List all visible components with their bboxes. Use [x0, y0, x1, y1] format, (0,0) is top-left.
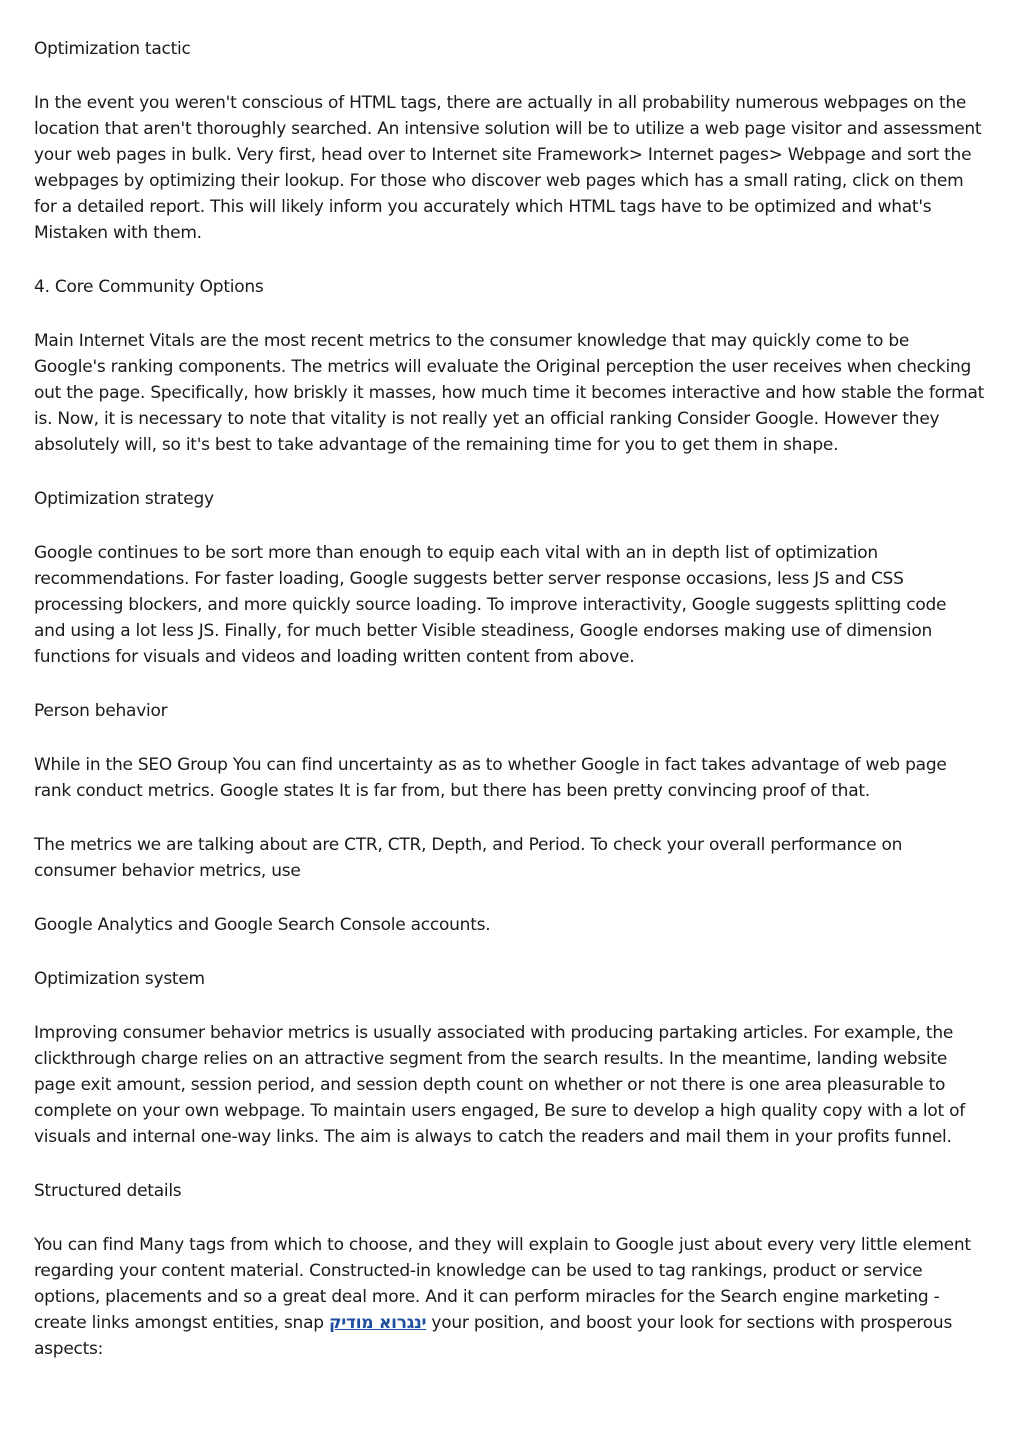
paragraph-line: location that aren't thoroughly searched. An intensive solution will be to utilize a web page visitor and assessment [34, 119, 982, 139]
section-heading: Structured details [34, 1181, 182, 1201]
paragraph-line: and using a lot less JS. Finally, for much better Visible steadiness, Google endorses making use of dimension [34, 621, 933, 641]
paragraph-line: your web pages in bulk. Very first, head over to Internet site Framework> Internet pages> Webpage and sort the [34, 145, 972, 165]
paragraph-line: recommendations. For faster loading, Google suggests better server response occasions, less JS and CSS [34, 569, 904, 589]
section-heading: Optimization tactic [34, 39, 191, 59]
section-heading: Optimization strategy [34, 489, 214, 509]
paragraph-line: Google's ranking components. The metrics will evaluate the Original perception the user receives when checking [34, 357, 972, 377]
section-heading: Optimization system [34, 969, 205, 989]
paragraph-line: The metrics we are talking about are CTR, CTR, Depth, and Period. To check your overall performance on [34, 835, 903, 855]
paragraph-line: While in the SEO Group You can find uncertainty as as to whether Google in fact takes advantage of web page [34, 755, 947, 775]
paragraph-line: In the event you weren't conscious of HTML tags, there are actually in all probability numerous webpages on the [34, 93, 967, 113]
paragraph-line: absolutely will, so it's best to take advantage of the remaining time for you to get them in shape. [34, 435, 839, 455]
paragraph [34, 90, 990, 246]
section-heading: Person behavior [34, 701, 168, 721]
paragraph-line: Google continues to be sort more than enough to equip each vital with an in depth list of optimization [34, 543, 878, 563]
section-heading: 4. Core Community Options [34, 277, 264, 297]
paragraph-line: functions for visuals and videos and loading written content from above. [34, 647, 635, 667]
paragraph-line: consumer behavior metrics, use [34, 861, 301, 881]
paragraph-line: Improving consumer behavior metrics is usually associated with producing partaking articles. For example, the [34, 1023, 954, 1043]
paragraph-line: webpages by optimizing their lookup. For those who discover web pages which has a small rating, click on them [34, 171, 964, 191]
paragraph-line: visuals and internal one-way links. The aim is always to catch the readers and mail them in your profits funnel. [34, 1127, 952, 1147]
paragraph-line: is. Now, it is necessary to note that vitality is not really yet an official ranking Consider Google. However they [34, 409, 940, 429]
paragraph-line: options, placements and so a great deal more. And it can perform miracles for the Search engine marketing - [34, 1287, 940, 1307]
paragraph [34, 832, 990, 884]
paragraph-line: for a detailed report. This will likely inform you accurately which HTML tags have to be optimized and what's [34, 197, 932, 217]
paragraph-text: your position, and boost your look for sections with prosperous [426, 1313, 953, 1333]
paragraph: Google Analytics and Google Search Console accounts. [34, 915, 491, 935]
paragraph [34, 1020, 990, 1150]
paragraph-text: create links amongst entities, snap [34, 1313, 329, 1333]
paragraph [34, 328, 990, 458]
paragraph-line: complete on your own webpage. To maintain users engaged, Be sure to develop a high quality copy with a lot of [34, 1101, 965, 1121]
inline-link[interactable]: ינגרוא מודיק [328, 1313, 427, 1333]
paragraph-line: clickthrough charge relies on an attractive segment from the search results. In the meantime, landing website [34, 1049, 948, 1069]
paragraph-line: Main Internet Vitals are the most recent metrics to the consumer knowledge that may quickly come to be [34, 331, 910, 351]
paragraph-line: regarding your content material. Constructed-in knowledge can be used to tag rankings, product or service [34, 1261, 923, 1281]
paragraph-line: processing blockers, and more quickly source loading. To improve interactivity, Google suggests splitting code [34, 595, 947, 615]
paragraph-line: page exit amount, session period, and session depth count on whether or not there is one area pleasurable to [34, 1075, 946, 1095]
paragraph [34, 752, 990, 804]
paragraph-line: You can find Many tags from which to choose, and they will explain to Google just about every very little element [34, 1235, 971, 1255]
paragraph-line: Mistaken with them. [34, 223, 202, 243]
paragraph-line: rank conduct metrics. Google states It is far from, but there has been pretty convincing proof of that. [34, 781, 870, 801]
paragraph-line-with-link [34, 1310, 990, 1336]
paragraph-line: out the page. Specifically, how briskly it masses, how much time it becomes interactive and how stable the format [34, 383, 985, 403]
paragraph [34, 540, 990, 670]
paragraph [34, 1232, 990, 1362]
paragraph-line: aspects: [34, 1339, 104, 1359]
